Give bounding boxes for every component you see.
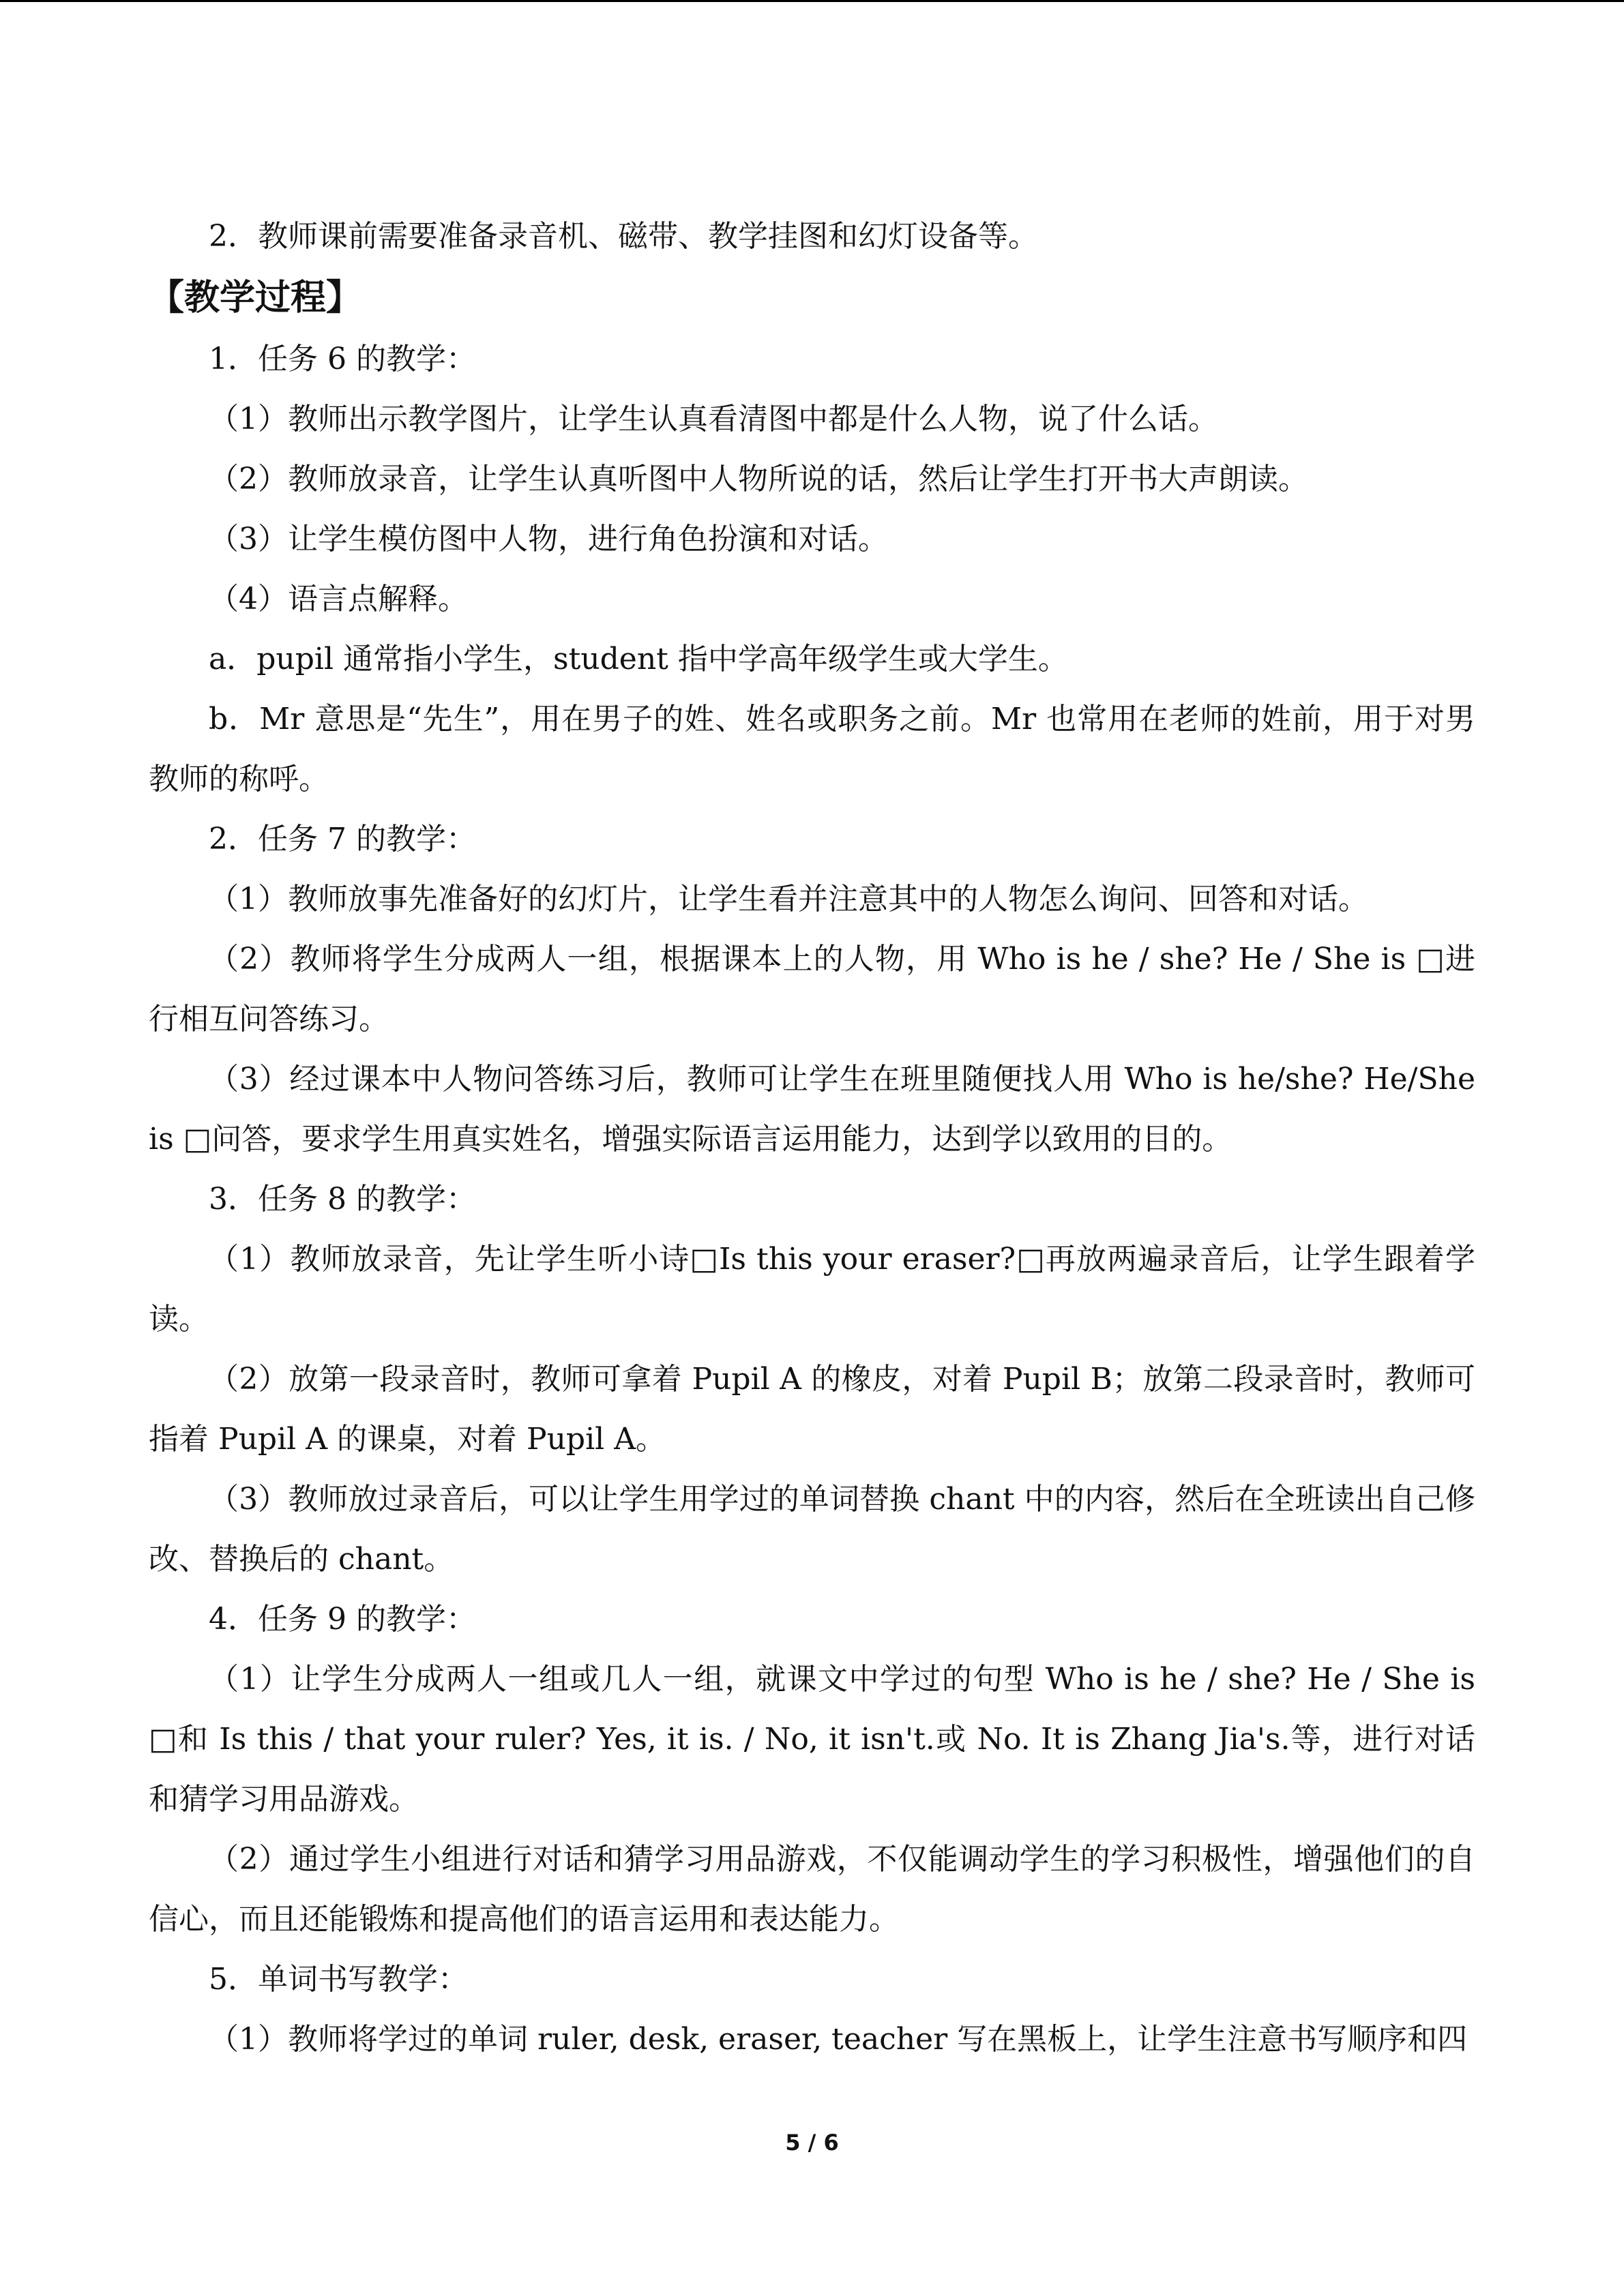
page-number: 5 / 6: [785, 2130, 839, 2156]
section-heading: 【教学过程】: [149, 278, 362, 318]
paragraph: 3．任务 8 的教学：: [209, 1182, 476, 1217]
paragraph: （2）通过学生小组进行对话和猜学习用品游戏，不仅能调动学生的学习积极性，增强他们的自信心，而且还能锻炼和提高他们的语言运用和表达能力。: [149, 1842, 1475, 1937]
paragraph: （1）教师将学过的单词 ruler, desk, eraser, teacher 写在黑板上，让学生注意书写顺序和四: [209, 2022, 1468, 2057]
paragraph: 4．任务 9 的教学：: [209, 1602, 476, 1637]
paragraph: b．Mr 意思是“先生”，用在男子的姓、姓名或职务之前。Mr 也常用在老师的姓前，用于对男教师的称呼。: [149, 702, 1475, 796]
paragraph: （1）让学生分成两人一组或几人一组，就课文中学过的句型 Who is he / she? He / She is □和 Is this / that your ruler? Yes, it is. / No, it isn't.或 No. It is Zhang Jia's.等，进行对话和猜学习用品游戏。: [149, 1662, 1475, 1817]
paragraph: 2．任务 7 的教学：: [209, 822, 476, 856]
paragraph: 1．任务 6 的教学：: [209, 342, 476, 376]
paragraph: （4）语言点解释。: [209, 582, 468, 616]
paragraph: （3）教师放过录音后，可以让学生用学过的单词替换 chant 中的内容，然后在全班读出自己修改、替换后的 chant。: [149, 1482, 1475, 1577]
paragraph: （3）让学生模仿图中人物，进行角色扮演和对话。: [209, 522, 888, 556]
paragraph: （1）教师放事先准备好的幻灯片，让学生看并注意其中的人物怎么询问、回答和对话。: [209, 882, 1368, 916]
paragraph: a．pupil 通常指小学生，student 指中学高年级学生或大学生。: [209, 642, 1068, 676]
paragraph: （3）经过课本中人物问答练习后，教师可让学生在班里随便找人用 Who is he/she? He/She is □问答，要求学生用真实姓名，增强实际语言运用能力，达到学以致用的目的。: [149, 1062, 1475, 1157]
document-body: [149, 207, 1475, 2070]
paragraph: （2）教师将学生分成两人一组，根据课本上的人物，用 Who is he / she? He / She is □进行相互问答练习。: [149, 942, 1475, 1037]
paragraph: （2）放第一段录音时，教师可拿着 Pupil A 的橡皮，对着 Pupil B；放第二段录音时，教师可指着 Pupil A 的课桌，对着 Pupil A。: [149, 1362, 1475, 1457]
paragraph: （1）教师出示教学图片，让学生认真看清图中都是什么人物，说了什么话。: [209, 402, 1218, 436]
paragraph: （1）教师放录音，先让学生听小诗□Is this your eraser?□再放两遍录音后，让学生跟着学读。: [149, 1242, 1475, 1337]
paragraph: 5．单词书写教学：: [209, 1962, 468, 1997]
paragraph: 2．教师课前需要准备录音机、磁带、教学挂图和幻灯设备等。: [209, 219, 1038, 254]
paragraph: （2）教师放录音，让学生认真听图中人物所说的话，然后让学生打开书大声朗读。: [209, 462, 1308, 496]
